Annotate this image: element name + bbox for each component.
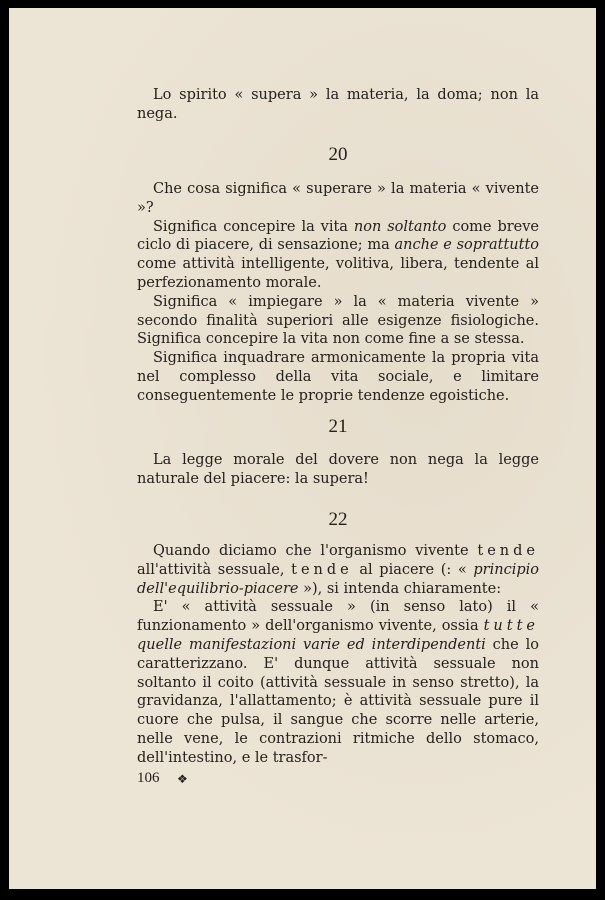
section-number-20: 20 [328, 144, 348, 165]
p22-text-b: all'attività sessuale, [137, 561, 292, 578]
section-20-para-1 [137, 218, 539, 293]
p1-text-a: Significa concepire la vita [153, 218, 354, 235]
page-number: 106 [137, 770, 160, 786]
p22-text-e: E' « attività sessuale » (in senso lato) il « funzionamento » dell'organismo vivente, ossia [137, 599, 539, 635]
p22-text-g: che lo caratterizzano. E' dunque attività sessuale non soltanto il coito (attività sessuale in senso stretto), la gravidanza, l'allattamento; è attività sessuale pure il cuore che pulsa, il sangue che scorre nelle arterie, nelle vene, le contrazioni ritmiche dello stomaco, dell'intestino, e le trasfor- [137, 636, 539, 766]
book-page [9, 8, 596, 889]
intro-text: Lo spirito « supera » la materia, la doma; non la nega. [137, 87, 539, 122]
ornament-icon: ❖ [177, 772, 188, 786]
p22-text-a: Quando diciamo che l'organismo vivente [153, 543, 478, 559]
p22-text-c: al piacere (: « [352, 561, 474, 578]
section-22-body [137, 542, 539, 768]
section-21-paragraph: La legge morale del dovere non nega la legge naturale del piacere: la supera! [137, 452, 539, 487]
section-20-body [137, 180, 539, 406]
p22-tende-2: tende [291, 561, 353, 578]
p1-text-c: come attività intelligente, volitiva, libera, tendente al perfezionamento morale. [137, 256, 539, 291]
p22-tende-1: tende [477, 543, 539, 559]
p1-text-b: come breve ciclo di piacere, di sensazione; ma [137, 218, 540, 254]
section-20-para-3: Significa inquadrare armonicamente la propria vita nel complesso della vita sociale, e limitare conseguentemente le proprie tendenze egoistiche. [137, 350, 539, 404]
section-20-question: Che cosa significa « superare » la materia « vivente »? [137, 181, 539, 216]
p1-emph-2: anche e soprattutto [394, 237, 540, 254]
p22-text-d: »), si intenda chiaramente: [298, 580, 502, 597]
p22-principio: principio dell'equilibrio-piacere [137, 561, 539, 597]
p22-tutte: tutte [483, 618, 539, 635]
section-22-para-2 [137, 598, 539, 767]
intro-paragraph [137, 86, 539, 124]
section-number-21: 21 [328, 416, 348, 437]
p1-emph-1: non soltanto [353, 218, 447, 235]
p22-quelle: quelle manifestazioni varie ed interdipendenti [137, 636, 486, 653]
section-20-para-2: Significa « impiegare » la « materia vivente » secondo finalità superiori alle esigenze fisiologiche. Significa concepire la vita non come fine a se stessa. [137, 293, 539, 348]
section-number-22: 22 [328, 509, 348, 530]
section-22-para-1 [137, 542, 539, 598]
